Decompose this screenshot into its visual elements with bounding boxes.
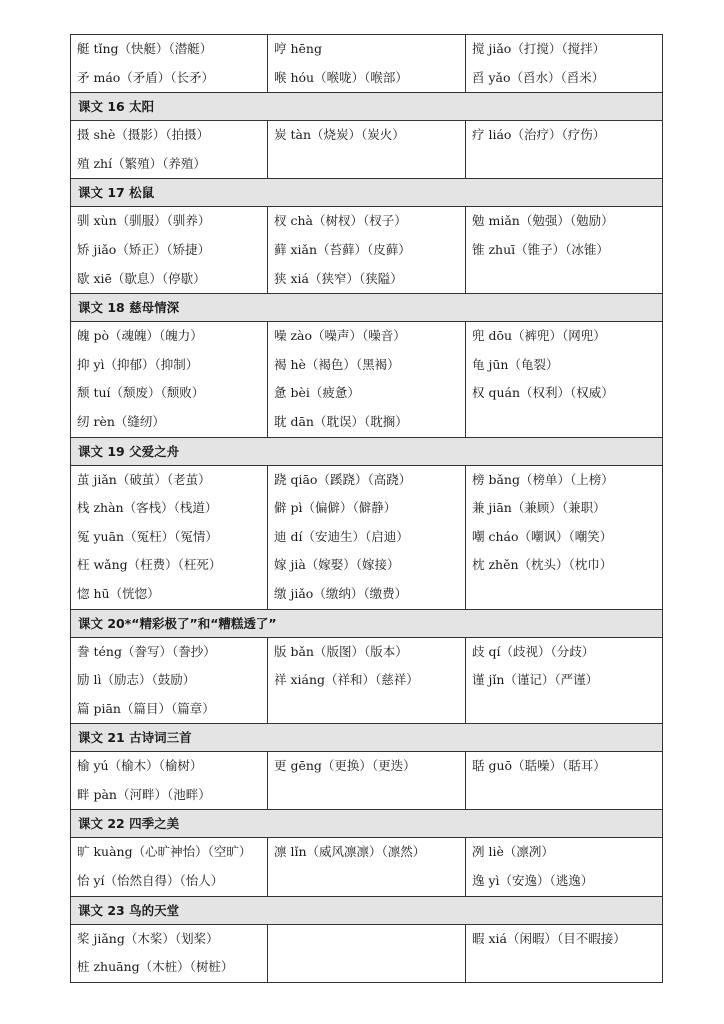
section-header-row [71, 437, 663, 465]
section-header-row [71, 179, 663, 207]
vocabulary-entry: 矛 máo（矛盾）（长矛） [77, 69, 215, 85]
vocabulary-entry: 嫁 jià（嫁娶）（嫁接） [274, 557, 400, 573]
vocabulary-entry: 藓 xiǎn（苔藓）（皮藓） [274, 241, 411, 257]
vocabulary-cell [268, 752, 466, 810]
section-header-row [71, 93, 663, 121]
vocabulary-entry: 抑 yì（抑郁）（抑制） [77, 356, 199, 372]
vocabulary-entry: 逸 yì（安逸）（逃逸） [472, 873, 594, 889]
vocabulary-entry: 魄 pò（魂魄）（魄力） [77, 328, 203, 344]
vocabulary-entry: 搅 jiǎo（打搅）（搅拌） [472, 41, 606, 56]
vocabulary-cell [71, 121, 268, 179]
vocabulary-entry: 誊 téng（誊写）（誊抄） [77, 643, 216, 659]
vocabulary-cell [268, 121, 466, 179]
vocabulary-entry: 噪 zào（噪声）（噪音） [274, 328, 406, 344]
vocabulary-entry: 迪 dí（安迪生）（启迪） [274, 528, 409, 544]
vocabulary-entry: 炭 tàn（烧炭）（炭火） [274, 127, 405, 143]
vocabulary-entry: 更 gēng（更换）（更迭） [274, 758, 416, 774]
vocabulary-entry: 励 lì（励志）（鼓励） [77, 672, 196, 688]
section-title: 课文 20*“精彩极了”和“糟糕透了” [71, 609, 663, 637]
section-header-row [71, 294, 663, 322]
vocabulary-cell [268, 637, 466, 724]
vocabulary-entry: 暇 xiá（闲暇）（目不暇接） [472, 930, 626, 946]
vocabulary-entry: 祥 xiáng（祥和）（慈祥） [274, 672, 419, 688]
vocabulary-entry: 桩 zhuāng（木桩）（树桩） [77, 959, 234, 975]
vocabulary-entry: 榜 bǎng（榜单）（上榜） [472, 471, 614, 487]
section-title: 课文 19 父爱之舟 [71, 437, 663, 465]
vocabulary-entry: 惚 hū（恍惚） [77, 585, 160, 601]
vocabulary-row [71, 838, 663, 896]
vocabulary-table-body [71, 35, 663, 983]
vocabulary-entry: 僻 pì（偏僻）（僻静） [274, 500, 397, 516]
section-title: 课文 17 松鼠 [71, 179, 663, 207]
vocabulary-entry: 凛 lǐn（威风凛凛）（凛然） [274, 844, 426, 860]
vocabulary-table [70, 34, 663, 983]
vocabulary-cell [268, 207, 466, 294]
section-header-row [71, 896, 663, 924]
vocabulary-entry: 驯 xùn（驯服）（驯养） [77, 213, 211, 229]
vocabulary-entry: 杈 chà（树杈）（杈子） [274, 213, 407, 229]
section-header-row [71, 609, 663, 637]
vocabulary-cell [71, 752, 268, 810]
vocabulary-row [71, 322, 663, 437]
vocabulary-row [71, 121, 663, 179]
vocabulary-entry: 褐 hè（褐色）（黑褐） [274, 356, 400, 372]
vocabulary-row [71, 465, 663, 609]
vocabulary-cell [466, 121, 663, 179]
vocabulary-cell [268, 35, 466, 93]
vocabulary-cell [71, 35, 268, 93]
vocabulary-entry: 颓 tuí（颓废）（颓败） [77, 385, 205, 401]
vocabulary-row [71, 35, 663, 93]
vocabulary-cell [71, 465, 268, 609]
vocabulary-entry: 桨 jiǎng（木桨）（划桨） [77, 930, 219, 946]
vocabulary-entry: 喉 hóu（喉咙）（喉部） [274, 69, 408, 85]
vocabulary-cell [466, 838, 663, 896]
vocabulary-entry: 舀 yǎo（舀水）（舀米） [472, 69, 605, 85]
vocabulary-entry: 枉 wǎng（枉费）（枉死） [77, 557, 222, 573]
vocabulary-entry: 篇 piān（篇目）（篇章） [77, 700, 215, 716]
vocabulary-row [71, 752, 663, 810]
vocabulary-entry: 殖 zhí（繁殖）（养殖） [77, 155, 206, 171]
vocabulary-cell [466, 35, 663, 93]
vocabulary-entry: 疗 liáo（治疗）（疗伤） [472, 127, 606, 143]
vocabulary-entry: 纫 rèn（缝纫） [77, 413, 165, 429]
vocabulary-entry: 栈 zhàn（客栈）（栈道） [77, 500, 218, 516]
vocabulary-entry: 跷 qiāo（蹊跷）（高跷） [274, 471, 412, 487]
vocabulary-cell [268, 838, 466, 896]
section-header-row [71, 724, 663, 752]
vocabulary-row [71, 924, 663, 982]
vocabulary-cell [268, 322, 466, 437]
section-header-row [71, 810, 663, 838]
section-title: 课文 18 慈母情深 [71, 294, 663, 322]
vocabulary-entry: 龟 jūn（龟裂） [472, 356, 559, 372]
vocabulary-entry: 茧 jiǎn（破茧）（老茧） [77, 471, 211, 487]
vocabulary-entry: 惫 bèi（疲惫） [274, 385, 360, 401]
vocabulary-entry: 版 bǎn（版图）（版本） [274, 643, 408, 659]
vocabulary-entry: 耽 dān（耽误）（耽搁） [274, 413, 408, 429]
vocabulary-entry: 兼 jiān（兼顾）（兼职） [472, 500, 606, 516]
vocabulary-cell [466, 465, 663, 609]
vocabulary-entry: 冤 yuān（冤枉）（冤情） [77, 528, 218, 544]
vocabulary-entry: 嘲 cháo（嘲讽）（嘲笑） [472, 528, 613, 544]
vocabulary-entry: 艇 tǐng（快艇）（潜艇） [77, 41, 213, 56]
vocabulary-cell [268, 465, 466, 609]
vocabulary-entry: 矫 jiǎo（矫正）（矫捷） [77, 241, 211, 257]
vocabulary-entry: 哼 hēng [274, 41, 322, 56]
vocabulary-entry: 摄 shè（摄影）（拍摄） [77, 127, 210, 143]
vocabulary-entry: 冽 liè（凛冽） [472, 844, 554, 860]
vocabulary-entry: 怡 yí（怡然自得）（怡人） [77, 873, 224, 889]
vocabulary-entry: 缴 jiǎo（缴纳）（缴费） [274, 585, 408, 601]
vocabulary-entry: 锥 zhuī（锥子）（冰锥） [472, 241, 609, 257]
vocabulary-entry: 兜 dōu（裤兜）（网兜） [472, 328, 606, 344]
vocabulary-cell [466, 752, 663, 810]
vocabulary-entry: 权 quán（权利）（权威） [472, 385, 614, 401]
vocabulary-entry: 谨 jǐn（谨记）（严谨） [472, 672, 599, 688]
vocabulary-cell [71, 838, 268, 896]
vocabulary-entry: 歇 xiē（歇息）（停歇） [77, 270, 206, 286]
vocabulary-cell [71, 924, 268, 982]
vocabulary-row [71, 207, 663, 294]
vocabulary-entry: 聒 guō（聒噪）（聒耳） [472, 758, 606, 774]
vocabulary-cell [71, 637, 268, 724]
vocabulary-entry: 榆 yú（榆木）（榆树） [77, 758, 203, 774]
vocabulary-entry: 旷 kuàng（心旷神怡）（空旷） [77, 844, 252, 860]
section-title: 课文 22 四季之美 [71, 810, 663, 838]
vocabulary-entry: 枕 zhěn（枕头）（枕巾） [472, 557, 613, 573]
vocabulary-cell [466, 322, 663, 437]
vocabulary-row [71, 637, 663, 724]
vocabulary-cell [466, 637, 663, 724]
section-title: 课文 16 太阳 [71, 93, 663, 121]
vocabulary-cell [71, 207, 268, 294]
vocabulary-entry: 狭 xiá（狭窄）（狭隘） [274, 270, 403, 286]
vocabulary-entry: 歧 qí（歧视）（分歧） [472, 643, 595, 659]
vocabulary-entry: 勉 miǎn（勉强）（勉励） [472, 213, 614, 229]
vocabulary-cell [466, 207, 663, 294]
vocabulary-cell [71, 322, 268, 437]
vocabulary-entry: 畔 pàn（河畔）（池畔） [77, 786, 211, 802]
section-title: 课文 21 古诗词三首 [71, 724, 663, 752]
section-title: 课文 23 鸟的天堂 [71, 896, 663, 924]
vocabulary-cell [268, 924, 466, 982]
vocabulary-cell [466, 924, 663, 982]
